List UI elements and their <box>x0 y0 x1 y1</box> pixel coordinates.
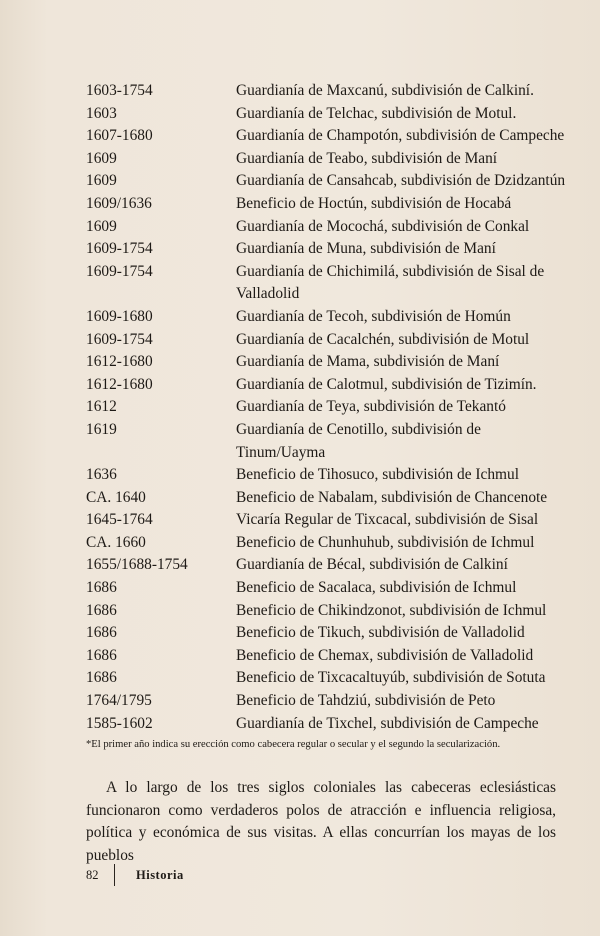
table-row <box>86 600 566 623</box>
paragraph-text: A lo largo de los tres siglos coloniales las cabeceras eclesiásticas funcionaron como verdaderos polos de atracción e influencia religiosa, política y económica de sus visitas. A ellas concurrían los mayas de los pueblos <box>86 779 556 864</box>
row-year: 1612-1680 <box>86 375 153 393</box>
row-description: Guardianía de Cacalchén, subdivisión de Motul <box>236 330 530 348</box>
row-description: Guardianía de Calotmul, subdivisión de Tizimín. <box>236 375 537 393</box>
row-description: Guardianía de Cansahcab, subdivisión de Dzidzantún <box>236 172 566 190</box>
row-description: Guardianía de Telchac, subdivisión de Motul. <box>236 104 517 122</box>
row-description: Beneficio de Nabalam, subdivisión de Chancenote <box>236 488 548 506</box>
running-head: Historia <box>136 868 184 882</box>
row-description: Guardianía de Chichimilá, subdivisión de Sisal de Valladolid <box>236 262 545 303</box>
row-year: 1609/1636 <box>86 194 152 212</box>
table-row <box>86 216 566 239</box>
row-year: 1609 <box>86 172 117 190</box>
row-year: 1609-1680 <box>86 307 153 325</box>
row-description: Guardianía de Teya, subdivisión de Tekantó <box>236 398 506 416</box>
row-year: 1585-1602 <box>86 714 153 732</box>
row-year: 1686 <box>86 579 117 597</box>
table-row <box>86 306 566 329</box>
row-description: Beneficio de Chemax, subdivisión de Valladolid <box>236 646 534 664</box>
table-row <box>86 487 566 510</box>
table-row <box>86 125 566 148</box>
row-year: 1609-1754 <box>86 330 153 348</box>
row-year: 1645-1764 <box>86 511 153 529</box>
row-year: 1603 <box>86 104 117 122</box>
row-year: 1607-1680 <box>86 127 153 145</box>
row-year: 1612 <box>86 398 117 416</box>
row-description: Guardianía de Cenotillo, subdivisión de Tinum/Uayma <box>236 420 481 461</box>
row-year: 1686 <box>86 601 117 619</box>
row-year: 1609 <box>86 217 117 235</box>
row-year: 1636 <box>86 466 117 484</box>
row-description: Guardianía de Bécal, subdivisión de Calkiní <box>236 556 508 574</box>
table-row <box>86 645 566 668</box>
row-year: CA. 1660 <box>86 533 146 551</box>
row-year: CA. 1640 <box>86 488 146 506</box>
row-year: 1619 <box>86 420 117 438</box>
table-row <box>86 80 566 103</box>
table-row <box>86 103 566 126</box>
table-row <box>86 396 566 419</box>
row-description: Guardianía de Tixchel, subdivisión de Campeche <box>236 714 539 732</box>
row-description: Guardianía de Mama, subdivisión de Maní <box>236 353 500 371</box>
table-row <box>86 509 566 532</box>
table-row <box>86 690 566 713</box>
row-description: Beneficio de Tihosuco, subdivisión de Ichmul <box>236 466 519 484</box>
footnote: *El primer año indica su erección como cabecera regular o secular y el segundo la secularización. <box>86 739 501 750</box>
table-row <box>86 622 566 645</box>
table-row <box>86 532 566 555</box>
row-year: 1609 <box>86 149 117 167</box>
table-row <box>86 261 566 306</box>
row-description: Guardianía de Muna, subdivisión de Maní <box>236 240 496 258</box>
table-row <box>86 329 566 352</box>
row-year: 1609-1754 <box>86 262 153 280</box>
row-description: Guardianía de Maxcanú, subdivisión de Calkiní. <box>236 82 534 99</box>
row-description: Vicaría Regular de Tixcacal, subdivisión de Sisal <box>236 511 539 529</box>
body-paragraph <box>86 777 556 867</box>
table-row <box>86 667 566 690</box>
table-row <box>86 554 566 577</box>
row-year: 1686 <box>86 624 117 642</box>
table-row <box>86 170 566 193</box>
table-row <box>86 238 566 261</box>
table-row <box>86 193 566 216</box>
table-row <box>86 374 566 397</box>
row-description: Beneficio de Chikindzonot, subdivisión de Ichmul <box>236 601 547 619</box>
row-description: Guardianía de Mocochá, subdivisión de Conkal <box>236 217 530 235</box>
table-row <box>86 419 566 464</box>
row-description: Beneficio de Sacalaca, subdivisión de Ichmul <box>236 579 517 597</box>
row-description: Beneficio de Hoctún, subdivisión de Hocabá <box>236 194 512 212</box>
row-description: Beneficio de Tahdziú, subdivisión de Peto <box>236 692 496 710</box>
row-description: Guardianía de Teabo, subdivisión de Maní <box>236 149 498 167</box>
row-description: Guardianía de Champotón, subdivisión de Campeche <box>236 127 565 145</box>
row-description: Guardianía de Tecoh, subdivisión de Homún <box>236 307 511 325</box>
row-description: Beneficio de Chunhuhub, subdivisión de Ichmul <box>236 533 535 551</box>
cabeceras-table <box>86 80 566 735</box>
row-year: 1612-1680 <box>86 353 153 371</box>
row-year: 1686 <box>86 646 117 664</box>
row-description: Beneficio de Tixcacaltuyúb, subdivisión de Sotuta <box>236 669 546 687</box>
row-year: 1609-1754 <box>86 240 153 258</box>
row-year: 1764/1795 <box>86 692 152 710</box>
row-year: 1603-1754 <box>86 82 153 99</box>
row-description: Beneficio de Tikuch, subdivisión de Valladolid <box>236 624 525 642</box>
table-row <box>86 148 566 171</box>
page-number: 82 <box>86 868 99 882</box>
table-row <box>86 464 566 487</box>
row-year: 1655/1688-1754 <box>86 556 188 574</box>
table-row <box>86 351 566 374</box>
row-year: 1686 <box>86 669 117 687</box>
table-row <box>86 577 566 600</box>
table-row <box>86 713 566 736</box>
folio-divider <box>114 864 115 886</box>
